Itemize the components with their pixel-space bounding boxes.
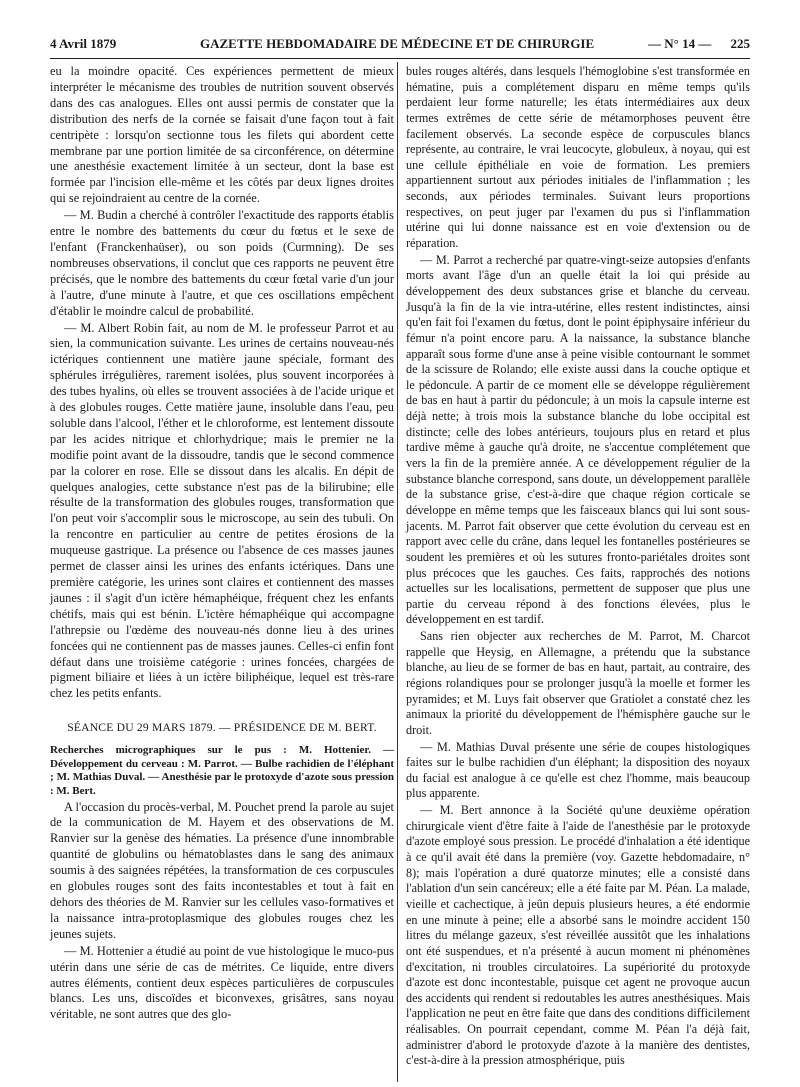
paragraph-bert: — M. Bert annonce à la Société qu'une deuxième opération chirurgicale vient d'être faite à l'aide de l'anesthésie par le protoxyde d'azote employé sous pression. Le procédé d'inhalation a été identique à ce qu'il avait été dans la première (voy. Gazette hebdomadaire, n° 8); mais l'opération a duré quatorze minutes; elle a consisté dans l'ablation d'un sein cancéreux; elle a été faite par M. Péan. La malade, vieille et cachectique, à jeûn depuis plusieurs heures, a été endormie en une minute à peine; elle a absorbé sans le moindre accident 150 litres du mélange gazeux, s'est réveillée aussitôt que les inhalations ont été suspendues, et n'a présenté à aucun moment ni phénomènes d'excitation, ni troubles circulatoires. La supériorité du protoxyde d'azote est donc incontestable, puisque cet agent ne provoque aucun des accidents qui rendent si redoutables les autres anesthésiques. Mais l'application ne peut en être faite que dans des conditions difficilement réalisables. On pourrait cependant, comme M. Péan l'a déjà fait, administrer d'abord le protoxyde d'azote à la manière des dentistes, c'est-à-dire à la pression atmosphérique, puis bbox=[406, 803, 750, 1068]
paragraph-charcot-luys: Sans rien objecter aux recherches de M. Parrot, M. Charcot rappelle que Heysig, en Allemagne, a prétendu que la substance blanche, au lieu de se former de bas en haut, partait, au contraire, des régions rolandiques pour se prolonger jusqu'à la moelle et former les pyramides; et M. Luys fait observer que Gratiolet a constaté chez les animaux la priorité du développement de l'hémisphère gauche sur le droit. bbox=[406, 629, 750, 737]
right-column bbox=[406, 64, 750, 1069]
paragraph-mathias-duval: — M. Mathias Duval présente une série de coupes histologiques faites sur le bulbe rachidien d'un éléphant; la disposition des noyaux du facial est analogue à ce qu'elle est chez l'homme, mais beaucoup plus apparente. bbox=[406, 739, 750, 801]
header-date: 4 Avril 1879 bbox=[50, 36, 117, 51]
running-header bbox=[50, 36, 750, 59]
paragraph-corneal-experiments: eu la moindre opacité. Ces expériences permettent de mieux interpréter le mécanisme des troubles de nutrition souvent observés dans des cas analogues. Elles ont aussi permis de constater que la distribution des nerfs de la cornée se faisait d'une façon tout à fait centripète : lorsqu'on sectionne tous les filets qui abordent cette membrane par une portion limitée de sa circonférence, on détermine une anesthésie exactement limitée à un secteur, dont la base est formée par l'incision elle-même et les côtés par deux lignes droites qui se rejoindraient au centre de la cornée. bbox=[50, 64, 394, 206]
issue-number: — N° 14 — bbox=[648, 36, 712, 51]
paragraph-albert-robin: — M. Albert Robin fait, au nom de M. le professeur Parrot et au sien, la communication suivante. Les urines de certains nouveau-nés ictériques contiennent une matière jaune spéciale, formant des sphérules irrégulières, rarement isolées, plus souvent incorporées à des tubes hyalins, où elles se trouvent associées à de l'acide urique et à des globules rouges. Cette matière jaune, insoluble dans l'eau, peu soluble dans l'alcool, l'éther et le chloroforme, est lentement dissoute par les acides nitrique et chlorhydrique; mais le premier ne la modifie point avant de la dissoudre, tandis que le second commence par la colorer en rose. Elle se dissout dans les alcalis. En dépit de quelques analogies, cette substance n'est pas de la bilirubine; elle résulte de la transformation des globules rouges, transformation que l'on peut voir s'accomplir sous le microscope, au sein des tubuli. On la rencontre en particulier au centre de petites érosions de la muqueuse gastrique. La présence ou l'absence de ces masses jaunes permet de classer ainsi les urines des enfants ictériques. Dans une première catégorie, les urines sont claires et contiennent des masses jaunes : il s'agit d'un ictère hémaphéique, fréquent chez les enfants chétifs, mais qui est bénin. L'ictère hémaphéique qui accompagne l'athrepsie ou l'œdème des nouveau-nés donne lieu à des urines foncées qui ne contiennent pas de masses jaunes. Celles-ci enfin font défaut dans une troisième catégorie : urines foncées, chargées de pigment biliaire et liées à un ictère biliphéique, lequel est très-rare chez les petits enfants. bbox=[50, 320, 394, 701]
session-summary: Recherches micrographiques sur le pus : M. Hottenier. — Développement du cerveau : M. Parrot. — Bulbe rachidien de l'éléphant ; M. Mathias Duval. — Anesthésie par le protoxyde d'azote sous pression : M. Bert. bbox=[50, 744, 394, 797]
page-number: 225 bbox=[730, 36, 750, 51]
column-divider bbox=[397, 62, 398, 1082]
session-heading: SÉANCE DU 29 MARS 1879. — PRÉSIDENCE DE M. BERT. bbox=[67, 721, 377, 735]
paragraph-hottenier: — M. Hottenier a étudié au point de vue histologique le muco-pus utérin dans une série de cas de métrites. Ce liquide, entre divers autres éléments, contient deux espèces particulières de corpuscules blancs. Les uns, discoïdes et biconvexes, grisâtres, sans noyau véritable, ne sont autres que des glo- bbox=[50, 943, 394, 1022]
paragraph-hottenier-continued: bules rouges altérés, dans lesquels l'hémoglobine s'est transformée en hématine, puis a complétement disparu en même temps qu'ils perdaient leur forme naturelle; les états intermédiaires aux deux termes extrêmes de cette série de métamorphoses peuvent être facilement observés. La seconde espèce de corpuscules blancs représente, au contraire, le vrai leucocyte, globuleux, à noyau, qui est une cellule épithéliale en voie de formation. Les premiers appartiennent surtout aux périodes initiales de l'inflammation ; les seconds, aux périodes terminales. Suivant leurs proportions respectives, on peut juger par l'examen du pus si l'inflammation utérine qui lui donne naissance est en voie d'extension ou de réparation. bbox=[406, 64, 750, 251]
left-column bbox=[50, 64, 394, 1023]
paragraph-pouchet: A l'occasion du procès-verbal, M. Pouchet prend la parole au sujet de la communication de M. Hayem et des observations de M. Ranvier sur la genèse des hématies. La présence d'une innombrable quantité de globulins ou hématoblastes dans le sang des animaux soumis à des saignées répétées, la transformation de ces corpuscules en globules rouges sont des faits incontestables et tout à fait en dehors des théories de M. Ranvier sur les cellules vaso-formatives et la naissance intra-protoplasmique des globules rouges chez les jeunes sujets. bbox=[50, 799, 394, 941]
journal-title: GAZETTE HEBDOMADAIRE DE MÉDECINE ET DE CHIRURGIE bbox=[200, 36, 595, 51]
paragraph-parrot: — M. Parrot a recherché par quatre-vingt-seize autopsies d'enfants morts avant l'âge d'un an quelle était la loi qui préside au développement des deux substances grise et blanche du cerveau. Jusqu'à la fin de la vie intra-utérine, elles restent indistinctes, ainsi qu'en fait foi l'examen du fœtus, dont le point épiphysaire inférieur du fémur n'a point encore paru. A la naissance, la substance blanche apparaît sous forme d'une anse à peine visible contournant le sommet de la scissure de Rolando; elle existe aussi dans la couche optique et le pédoncule. A partir de ce moment elle se développe régulièrement de bas en haut à partir du pédoncule; à un mois la capsule interne est déjà nette; à trois mois la substance blanche du lobe occipital est distincte; celle des lobes antérieurs, toujours plus en retard et plus tardive même à gauche qu'à droite, ne s'accentue complétement que vers la fin de la première année. A ce développement régulier de la substance blanche correspond, sans doute, un développement parallèle de la substance grise, c'est-à-dire que chaque région corticale se développe en même temps que les faisceaux blancs qui lui sont sous-jacents. M. Parrot fait observer que cette évolution du cerveau est en rapport avec celle du crâne, dans lequel les fontanelles postérieures se soudent les premières et où les sutures fronto-pariétales droites sont plus précoces que les gauches. Ces faits, rapprochés des notions actuelles sur les localisations, permettent de supposer que plus une partie du cerveau répond à des fonctions élevées, plus le développement en est tardif. bbox=[406, 252, 750, 627]
paragraph-budin: — M. Budin a cherché à contrôler l'exactitude des rapports établis entre le nombre des battements du cœur du fœtus et le sexe de l'enfant (Franckenhaüser), ou son poids (Curmning). De ses nombreuses observations, il conclut que ces rapports ne peuvent être précisés, que le nombre des battements du cœur fœtal varie d'un jour à l'autre, d'une minute à l'autre, et que ces oscillations empêchent d'établir le moindre calcul de probabilité. bbox=[50, 208, 394, 318]
